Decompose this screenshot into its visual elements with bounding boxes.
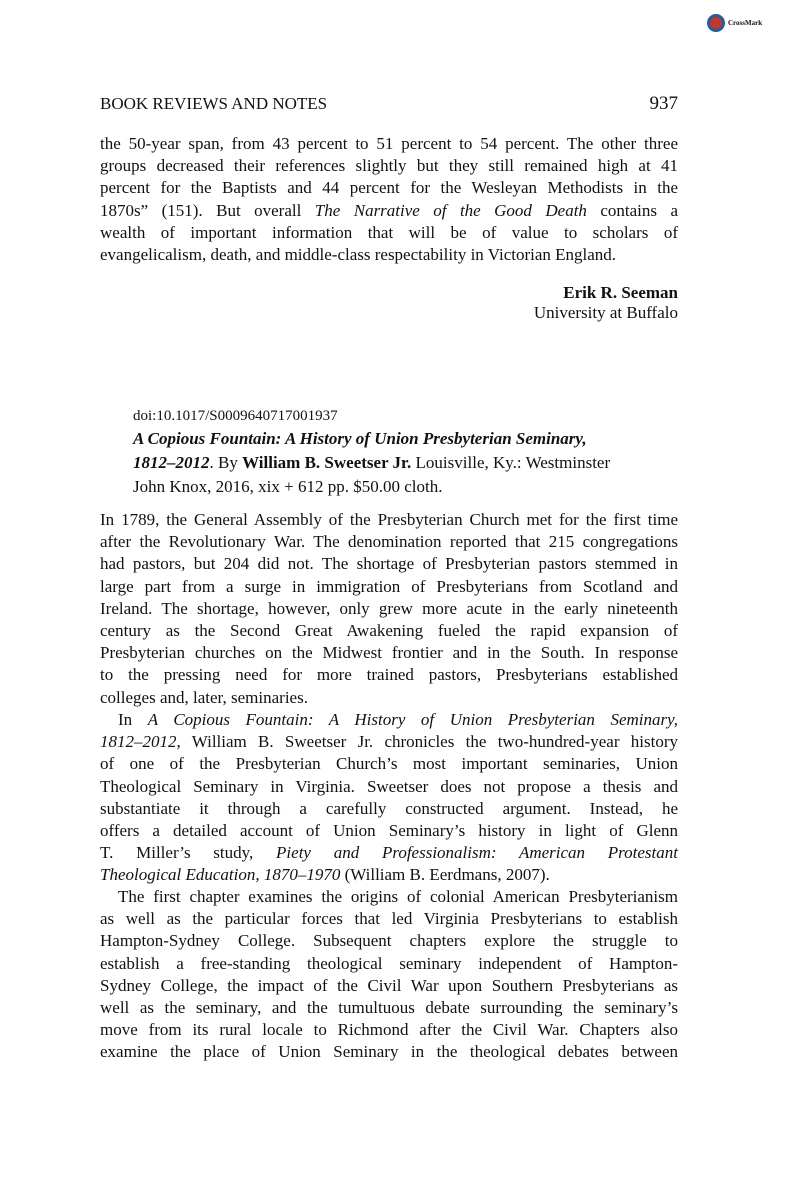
crossmark-icon	[707, 14, 725, 32]
text-segment: In 1789, the General Assembly of the Presbyterian Church met for the first time	[100, 510, 678, 529]
text-segment: , William B. Sweetser Jr. chronicles the two-hundred-year history	[176, 732, 678, 752]
text-line	[100, 531, 678, 553]
crossmark-label: CrossMark	[728, 19, 763, 27]
text-segment: William B. Sweetser Jr.	[242, 453, 412, 472]
text-line	[100, 953, 678, 975]
text-segment: . By	[209, 453, 243, 472]
text-segment: to the pressing need for more trained pastors, Presbyterians established	[100, 665, 678, 685]
text-segment: Erik R. Seeman	[563, 283, 678, 302]
text-segment: Presbyterian churches on the Midwest frontier and in the South. In response	[100, 643, 678, 663]
text-segment: examine the place of Union Seminary in the theological debates between	[100, 1042, 678, 1062]
text-segment: Ireland. The shortage, however, only grew more acute in the early nineteenth	[100, 598, 678, 618]
text-segment: establish a free-standing theological seminary independent of Hampton-	[100, 953, 678, 973]
text-segment: large part from a surge in immigration of Presbyterians from Scotland and	[100, 576, 678, 596]
text-segment: century as the Second Great Awakening fueled the rapid expansion of	[100, 621, 678, 640]
text-segment: groups decreased their references slightly but they still remained high at 41	[100, 156, 678, 176]
text-line	[133, 452, 653, 474]
text-line	[100, 553, 678, 575]
text-line	[100, 302, 678, 324]
text-segment: had pastors, but 204 did not. The shortage of Presbyterian pastors stemmed in	[100, 554, 678, 574]
text-segment: In	[118, 710, 148, 729]
text-line	[100, 155, 678, 177]
text-segment: of one of the Presbyterian Church’s most important seminaries, Union	[100, 754, 678, 774]
text-segment: after the Revolutionary War. The denomination reported that 215 congregations	[100, 532, 678, 552]
text-segment: 1812–2012	[133, 453, 210, 472]
text-line	[100, 975, 678, 997]
text-segment: 1812–2012	[100, 732, 177, 752]
text-segment: percent for the Baptists and 44 percent for the Wesleyan Methodists in the	[100, 178, 678, 198]
text-line	[100, 753, 678, 775]
text-segment: John Knox, 2016, xix + 612 pp. $50.00 cloth.	[133, 477, 443, 496]
text-segment: A Copious Fountain: A History of Union Presbyterian Seminary,	[133, 429, 587, 448]
text-segment: contains a	[586, 200, 679, 220]
text-line	[133, 428, 653, 450]
text-segment: the 50-year span, from 43 percent to 51 percent to 54 percent. The other three	[100, 134, 678, 153]
text-line	[133, 404, 653, 427]
text-segment: as well as the particular forces that led Virginia Presbyterians to establish	[100, 909, 678, 929]
text-segment: Theological Education, 1870–1970	[100, 865, 341, 885]
text-segment: substantiate it through a carefully constructed argument. Instead, he	[100, 798, 678, 818]
page-number: 937	[649, 93, 678, 114]
text-segment: T. Miller’s study,	[100, 843, 277, 863]
text-line	[100, 886, 678, 908]
text-segment: Louisville, Ky.: Westminster	[411, 453, 611, 472]
text-segment: 1870s” (151). But overall	[100, 200, 315, 220]
text-line	[100, 222, 678, 244]
text-line	[100, 997, 678, 1019]
text-segment: The first chapter examines the origins of colonial American Presbyterianism	[118, 887, 678, 906]
text-line	[100, 709, 678, 731]
text-line	[100, 576, 678, 598]
text-line	[100, 133, 678, 155]
text-line	[100, 598, 678, 620]
text-line	[100, 864, 678, 886]
text-line	[100, 200, 678, 222]
text-line	[100, 1019, 678, 1041]
text-line	[100, 842, 678, 864]
text-line	[100, 509, 678, 531]
text-segment: A Copious Fountain: A History of Union Presbyterian Seminary,	[147, 710, 678, 729]
text-line	[100, 620, 678, 642]
text-line	[100, 664, 678, 686]
text-line	[133, 476, 653, 498]
text-line	[100, 776, 678, 798]
text-segment: wealth of important information that will be of value to scholars of	[100, 222, 678, 242]
text-line	[100, 687, 678, 709]
text-line	[100, 930, 678, 952]
text-segment: evangelicalism, death, and middle-class respectability in Victorian England.	[100, 245, 617, 264]
text-segment: Sydney College, the impact of the Civil War upon Southern Presbyterians as	[100, 975, 678, 995]
text-line	[100, 1041, 678, 1063]
text-line	[100, 642, 678, 664]
text-line	[100, 798, 678, 820]
text-line	[100, 282, 678, 304]
text-segment: well as the seminary, and the tumultuous debate surrounding the seminary’s	[100, 998, 678, 1017]
text-segment: Theological Seminary in Virginia. Sweetser does not propose a thesis and	[100, 776, 678, 796]
text-segment: University at Buffalo	[533, 303, 678, 322]
text-line	[100, 908, 678, 930]
text-segment: doi:10.1017/S0009640717001937	[133, 408, 338, 424]
text-segment: Piety and Professionalism: American Protestant	[276, 843, 678, 863]
text-line	[100, 820, 678, 842]
text-segment: (William B. Eerdmans, 2007).	[340, 865, 550, 885]
text-segment: Hampton-Sydney College. Subsequent chapters explore the struggle to	[100, 931, 678, 951]
text-line	[100, 244, 678, 266]
text-segment: colleges and, later, seminaries.	[100, 687, 308, 707]
text-segment: move from its rural locale to Richmond after the Civil War. Chapters also	[100, 1020, 678, 1040]
running-header	[100, 94, 678, 114]
text-line	[100, 177, 678, 199]
text-segment: The Narrative of the Good Death	[314, 200, 587, 220]
text-line	[100, 731, 678, 753]
text-segment: offers a detailed account of Union Seminary’s history in light of Glenn	[100, 821, 678, 840]
running-title: BOOK REVIEWS AND NOTES	[100, 94, 328, 113]
crossmark-badge[interactable]	[707, 14, 762, 32]
